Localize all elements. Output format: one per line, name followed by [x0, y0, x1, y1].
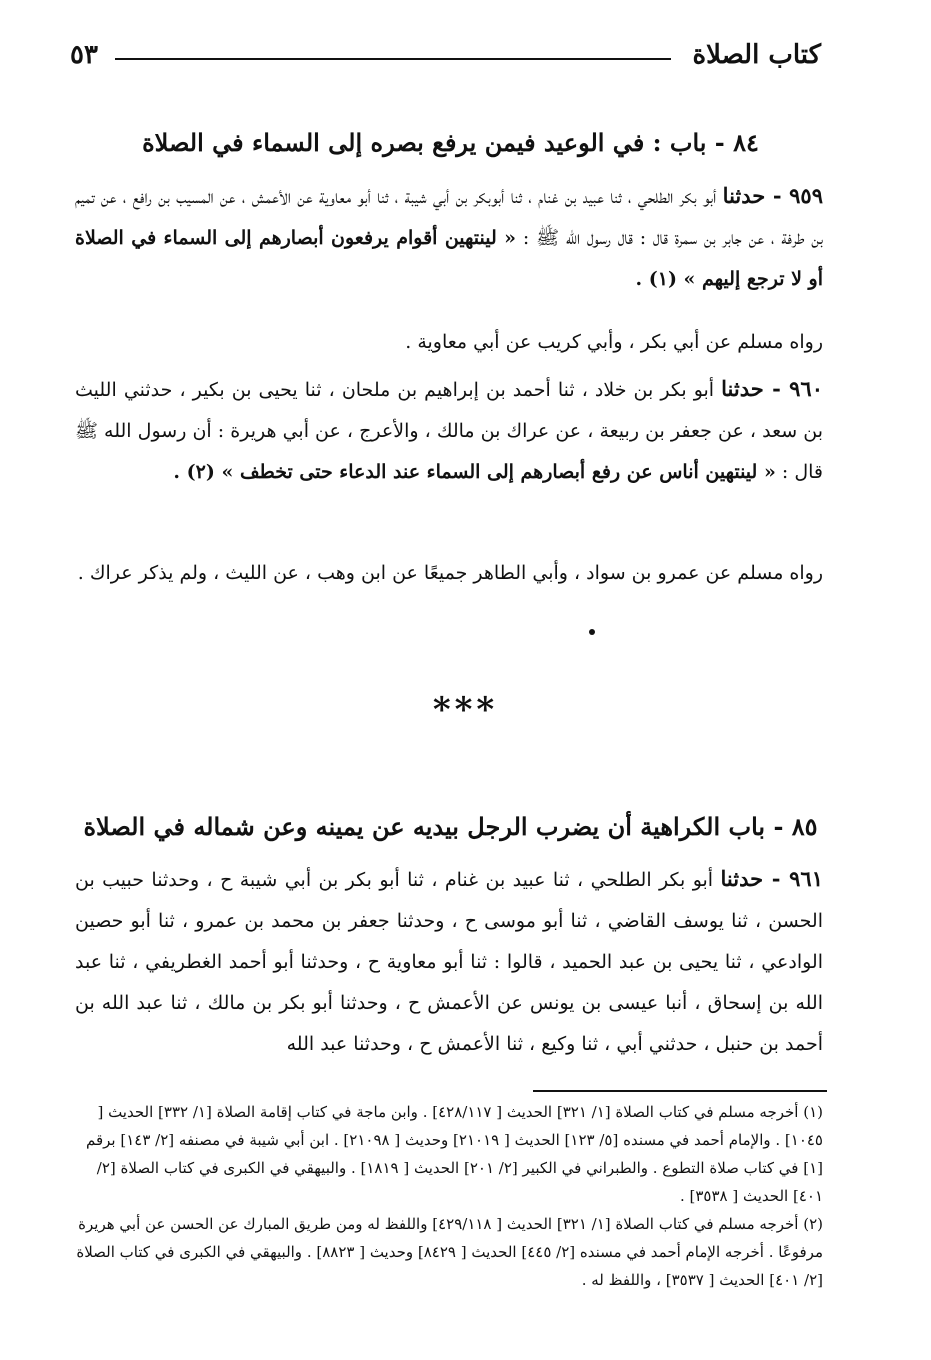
footnotes [75, 1098, 823, 1294]
footnote-2: (٢) أخرجه مسلم في كتاب الصلاة [١/ ٣٢١] الحديث [ ٤٢٩/١١٨] واللفظ له ومن طريق المبارك عن الحسن عن أبي هريرة مرفوعًا . أخرجه الإمام أحمد في مسنده [٢/ ٤٤٥] الحديث [ ٨٤٢٩] وحديث [ ٨٨٢٣] . والبيهقي في الكبرى في كتاب الصلاة [٢/ ٤٠١] الحديث [ ٣٥٣٧] ، واللفظ له . [76, 1215, 823, 1289]
header-rule [115, 58, 671, 60]
footnote-1: (١) أخرجه مسلم في كتاب الصلاة [١/ ٣٢١] الحديث [ ٤٢٨/١١٧] . وابن ماجة في كتاب إقامة الصلاة [١/ ٣٣٢] الحديث [ ١٠٤٥] . والإمام أحمد في مسنده [٥/ ١٢٣] الحديث [ ٢١٠١٩] وحديث [ ٢١٠٩٨] . ابن أبي شيبة في مصنفه [٢/ ١٤٣] برقم [١] في كتاب صلاة التطوع . والطبراني في الكبير [٢/ ٢٠١] الحديث [ ١٨١٩] . والبيهقي في الكبرى في كتاب الصلاة [٢/ ٤٠١] الحديث [ ٣٥٣٨] . [86, 1103, 823, 1205]
page-number: ٥٣ [70, 40, 98, 70]
book-section-title: كتاب الصلاة [692, 40, 821, 70]
chapter-84-title: ٨٤ - باب : في الوعيد فيمن يرفع بصره إلى السماء في الصلاة [142, 128, 759, 157]
hadith-number: ٩٦٠ - حدثنا [721, 376, 823, 401]
footnote-rule [533, 1090, 827, 1092]
hadith-text: « لينتهين أناس عن رفع أبصارهم إلى السماء عند الدعاء حتى تخطف » (٢) . [173, 461, 776, 483]
stray-dot [589, 629, 595, 635]
hadith-959 [75, 175, 823, 300]
hadith-text: « لينتهين أقوام يرفعون أبصارهم إلى السماء في الصلاة أو لا ترجع إليهم » (١) . [75, 227, 823, 290]
narration-959: رواه مسلم عن أبي بكر ، وأبي كريب عن أبي معاوية . [405, 331, 823, 353]
section-separator: *** [432, 690, 499, 730]
hadith-number: ٩٦١ - حدثنا [720, 866, 823, 891]
hadith-chain: أبو بكر الطلحي ، ثنا عبيد بن غنام ، ثنا أبو بكر بن أبي شيبة ح ، وحدثنا حبيب بن الحسن ، ثنا يوسف القاضي ، ثنا أبو موسى ح ، وحدثنا جعفر بن محمد بن عمرو ، ثنا أبو حصين الوادعي ، ثنا يحيى بن عبد الحميد ، قالوا : ثنا أبو معاوية ح ، وحدثنا أبو أحمد الغطريفي ، ثنا عبد الله بن إسحاق ، أنبا عيسى بن يونس عن الأعمش ح ، وحدثنا أبو بكر بن مالك ، ثنا عبد الله بن أحمد بن حنبل ، حدثني أبي ، ثنا وكيع ، ثنا الأعمش ح ، وحدثنا عبد الله [75, 869, 823, 1055]
hadith-chain: أبو بكر الطلحي ، ثنا عبيد بن غنام ، ثنا أبوبكر بن أبي شيبة ، ثنا أبو معاوية عن الأعمش ، عن المسيب بن رافع ، عن تميم بن طرفة ، عن جابر بن سمرة قال : قال رسول الله ﷺ : [75, 186, 823, 249]
narration-960: رواه مسلم عن عمرو بن سواد ، وأبي الطاهر جميعًا عن ابن وهب ، عن الليث ، ولم يذكر عراك . [77, 562, 823, 584]
chapter-85-title: ٨٥ - باب الكراهية أن يضرب الرجل بيديه عن يمينه وعن شماله في الصلاة [83, 812, 818, 841]
hadith-chain: أبو بكر بن خلاد ، ثنا أحمد بن إبراهيم بن ملحان ، ثنا يحيى بن بكير ، حدثني الليث بن سعد ، عن جعفر بن ربيعة ، عن عراك بن مالك ، والأعرج ، عن أبي هريرة : أن رسول الله ﷺ قال : [75, 379, 823, 483]
hadith-number: ٩٥٩ - حدثنا [722, 183, 823, 208]
hadith-960 [75, 368, 823, 493]
hadith-961 [75, 858, 823, 1065]
running-header [70, 40, 821, 80]
